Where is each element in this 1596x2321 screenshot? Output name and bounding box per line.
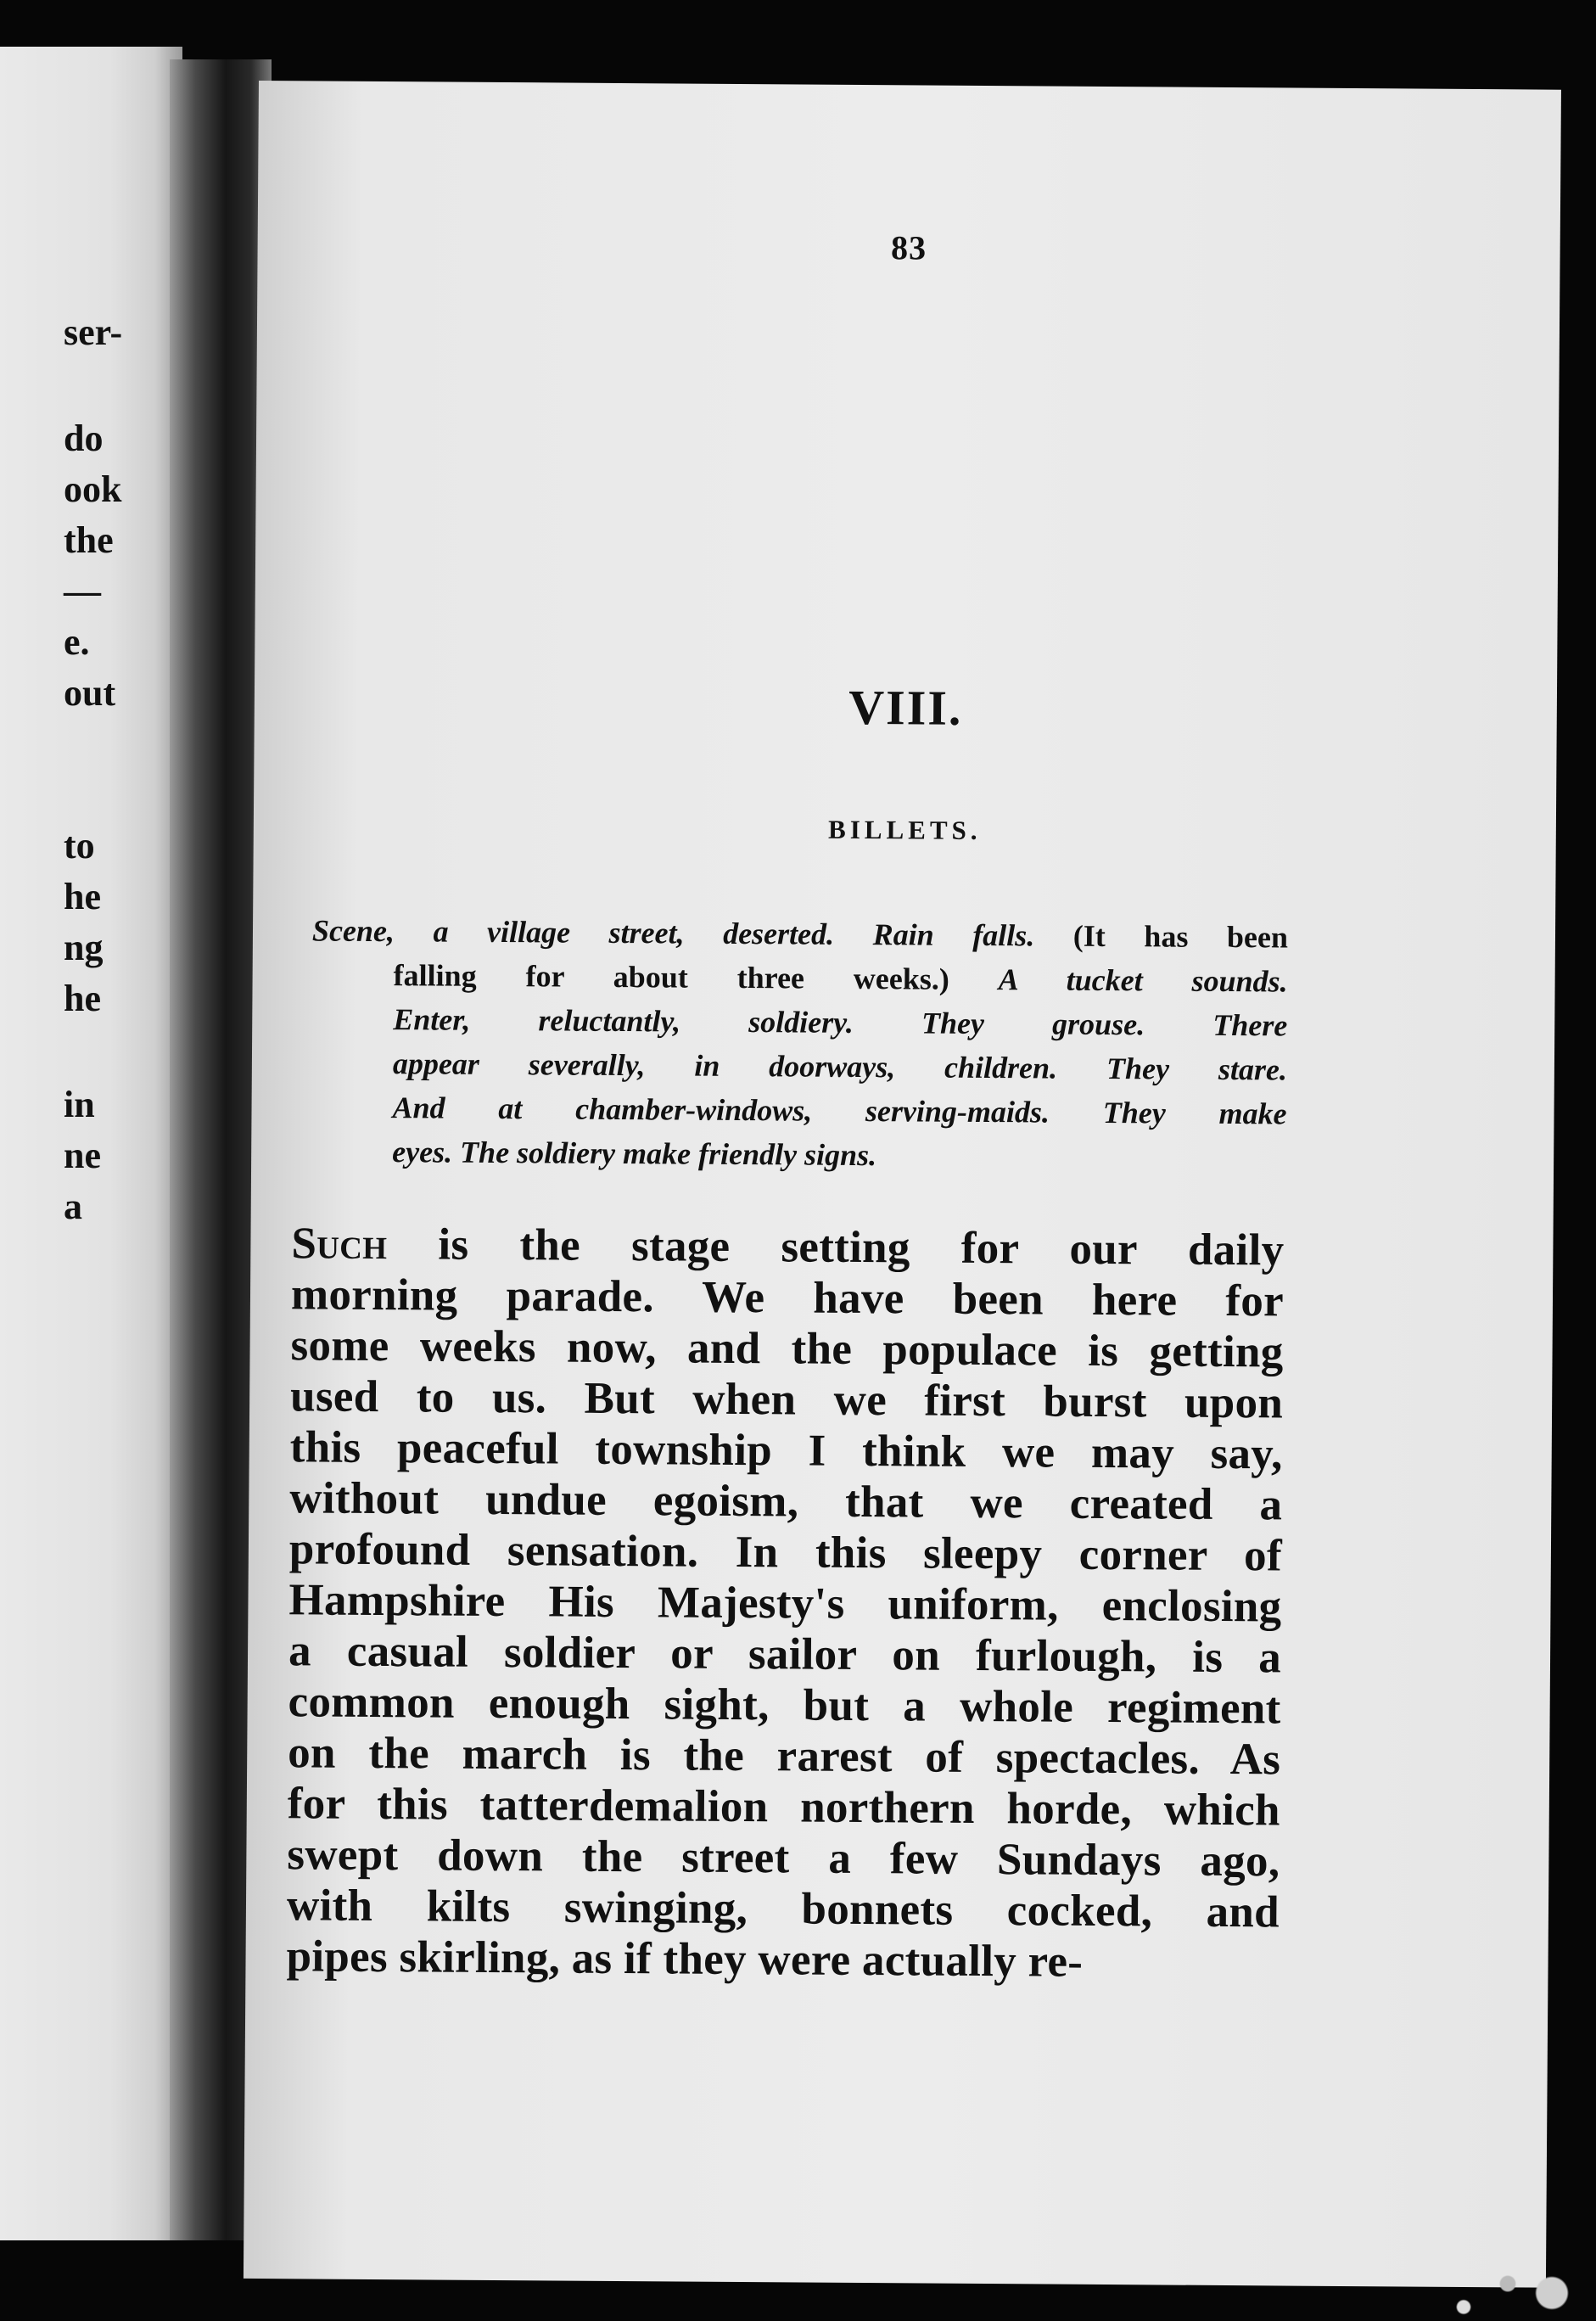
stage-text: A tucket sounds.: [998, 962, 1288, 999]
stage-text: They stare.: [1106, 1051, 1288, 1087]
left-fragment: ser-: [64, 311, 123, 353]
left-facing-page: [0, 47, 182, 2240]
left-fragment: e.: [64, 621, 90, 663]
chapter-title: BILLETS.: [828, 814, 982, 845]
left-fragment: he: [64, 876, 101, 917]
stage-text: (It has been: [1072, 918, 1289, 955]
chapter-number: VIII.: [848, 679, 963, 736]
body-line-text: is the stage setting for our daily: [387, 1219, 1285, 1275]
drop-word: Such: [291, 1219, 388, 1270]
left-fragment: ng: [64, 927, 104, 968]
stage-text: appear severally, in doorways, children.: [392, 1046, 1058, 1085]
page-number: 83: [890, 228, 927, 267]
body-line: swept down the street a few Sundays ago,: [287, 1830, 1280, 1887]
left-fragment: he: [64, 978, 101, 1019]
left-fragment: a: [64, 1186, 82, 1227]
stage-text: And at chamber-windows, serving-maids.: [392, 1090, 1050, 1130]
body-line: used to us. But when we first burst upon: [289, 1371, 1284, 1428]
stage-text: Scene, a village street, deserted.: [311, 913, 835, 951]
stage-text: Rain falls.: [872, 917, 1035, 953]
stage-text: There: [1212, 1007, 1288, 1043]
stage-direction-line: [311, 996, 1287, 1047]
left-fragment: to: [64, 825, 95, 866]
body-line: morning parade. We have been here for: [290, 1270, 1285, 1326]
body-paragraph: [286, 1218, 1284, 1988]
stage-direction: [311, 908, 1288, 1180]
body-line: [291, 1218, 1284, 1275]
body-line: pipes skirling, as if they were actually re-: [286, 1931, 1084, 1987]
stage-text: Enter, reluctantly, soldiery.: [393, 1002, 854, 1040]
left-fragment: —: [64, 570, 101, 612]
stage-direction-line: [312, 908, 1288, 959]
body-line: this peaceful township I think we may say,: [289, 1422, 1283, 1479]
left-fragment: ne: [64, 1135, 101, 1176]
left-fragment: do: [64, 418, 104, 459]
stage-text: falling for about three weeks.): [393, 958, 950, 996]
stage-direction-line: [311, 1129, 1286, 1180]
left-fragment: out: [64, 672, 116, 714]
body-line: common enough sight, but a whole regiment: [288, 1677, 1281, 1734]
stage-text: The soldiery make friendly signs.: [460, 1135, 877, 1173]
body-line: some weeks now, and the populace is getting: [290, 1320, 1284, 1377]
left-fragment: the: [64, 519, 114, 561]
body-line: on the march is the rarest of spectacles. As: [288, 1728, 1281, 1785]
body-line: without undue egoism, that we created a: [289, 1473, 1283, 1530]
left-fragment: in: [64, 1084, 95, 1125]
scan-speckle: [1375, 2228, 1596, 2321]
body-line: for this tatterdemalion northern horde, which: [287, 1779, 1281, 1836]
body-line: a casual soldier or sailor on furlough, is a: [288, 1626, 1282, 1683]
right-page: [244, 81, 1561, 2288]
body-line: Hampshire His Majesty's uniform, enclosing: [288, 1575, 1282, 1632]
stage-text: They grouse.: [921, 1006, 1145, 1042]
stage-text: eyes.: [392, 1135, 453, 1169]
left-fragment: ook: [64, 468, 122, 510]
stage-direction-line: [311, 1040, 1287, 1091]
stage-direction-line: [311, 952, 1287, 1003]
stage-direction-line: [311, 1085, 1286, 1135]
stage-text: They make: [1102, 1095, 1287, 1131]
body-line: profound sensation. In this sleepy corner of: [288, 1524, 1283, 1581]
body-line: with kilts swinging, bonnets cocked, and: [286, 1881, 1280, 1937]
